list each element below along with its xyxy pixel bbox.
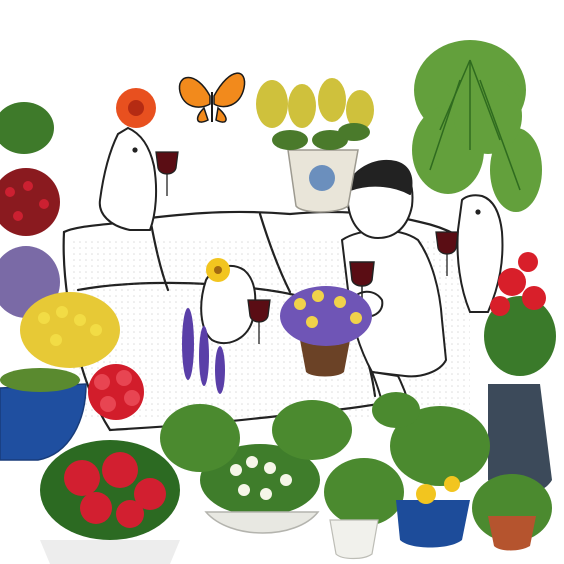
doge-right <box>458 195 503 312</box>
white-pot-bottom <box>330 520 378 559</box>
blue-pot-left <box>0 368 86 460</box>
blue-pot-bottom-right <box>396 476 470 548</box>
terra-cotta-pot <box>488 516 536 551</box>
doge-left-top <box>100 128 156 230</box>
yellow-daisy <box>206 258 230 282</box>
left-shrub <box>0 102 60 318</box>
spider-plant-top-right <box>412 40 542 212</box>
yellow-flower-cluster-left <box>20 292 120 368</box>
bottom-left-red-flowers <box>40 440 180 564</box>
hibiscus-flower-top <box>116 88 156 128</box>
wine-glass-dog-left <box>156 152 178 196</box>
butterfly <box>179 73 244 122</box>
red-flower-cluster-mid <box>88 364 144 420</box>
